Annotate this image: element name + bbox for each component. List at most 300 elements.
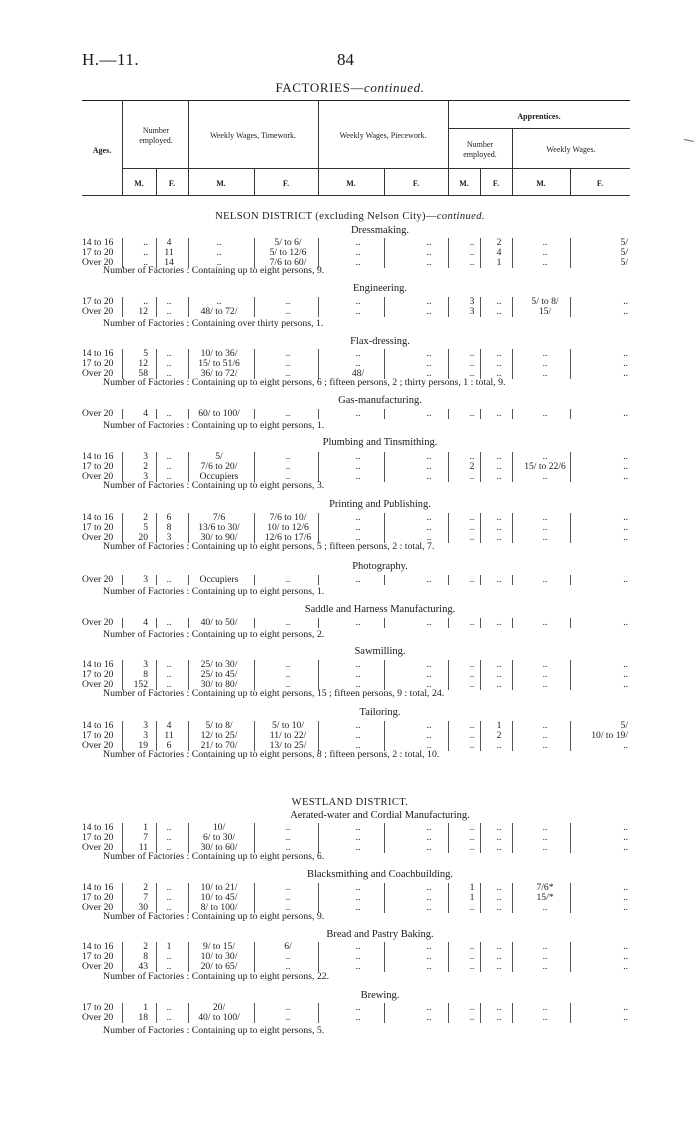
factories-note: Number of Factories : Containing over thirty persons, 1. (103, 318, 324, 329)
column-rule (480, 1013, 481, 1023)
table-cell: .. (496, 461, 502, 472)
header-apprentices-number: Number employed. (463, 140, 497, 159)
header-f: F. (492, 179, 500, 188)
table-cell: 6/ (284, 941, 292, 952)
column-rule (570, 533, 571, 543)
table-cell: 48/ (351, 368, 365, 379)
table-cell: .. (469, 740, 475, 751)
running-head-main: FACTORIES— (275, 80, 365, 95)
table-cell: .. (426, 961, 432, 972)
table-cell: 20 (138, 532, 148, 543)
table-cell: .. (496, 961, 502, 972)
table-cell: .. (542, 512, 548, 523)
table-cell: 25/ to 45/ (200, 669, 238, 680)
table-cell: .. (469, 822, 475, 833)
table-cell: .. (542, 237, 548, 248)
table-cell: 2 (496, 237, 502, 248)
column-rule (570, 409, 571, 419)
table-cell: 5/ (215, 451, 223, 462)
column-rule (480, 409, 481, 419)
table-cell: .. (426, 358, 432, 369)
table-cell: .. (216, 247, 222, 258)
table-cell: Over 20 (82, 842, 114, 853)
column-rule (448, 680, 449, 690)
column-rule (122, 409, 123, 419)
table-cell: .. (355, 522, 361, 533)
table-cell: Occupiers (199, 471, 239, 482)
column-rule (570, 307, 571, 317)
column-rule (384, 962, 385, 972)
table-cell: .. (355, 247, 361, 258)
trade-title: Printing and Publishing. (329, 499, 431, 510)
table-header (82, 100, 630, 196)
column-rule (512, 962, 513, 972)
table-cell: .. (623, 951, 628, 962)
table-cell: 17 to 20 (82, 247, 114, 258)
table-cell: .. (496, 408, 502, 419)
table-cell: 14 to 16 (82, 720, 114, 731)
table-cell: .. (355, 659, 361, 670)
table-cell: .. (496, 822, 502, 833)
table-cell: Over 20 (82, 902, 114, 913)
table-cell: .. (469, 574, 475, 585)
factories-note: Number of Factories : Containing up to eight persons, 1. (103, 420, 325, 431)
column-rule (512, 575, 513, 585)
table-cell: 30 (138, 902, 148, 913)
table-cell: .. (496, 669, 502, 680)
column-rule (318, 1013, 319, 1023)
factories-note: Number of Factories : Containing up to eight persons, 1. (103, 586, 325, 597)
table-cell: .. (426, 461, 432, 472)
table-cell: 60/ to 100/ (198, 408, 240, 419)
table-cell: .. (542, 471, 548, 482)
table-cell: .. (426, 512, 432, 523)
column-rule (448, 618, 449, 628)
table-cell: Over 20 (82, 740, 114, 751)
table-cell: .. (355, 1012, 361, 1023)
table-cell: 15/ (538, 306, 552, 317)
table-cell: .. (469, 247, 475, 258)
column-rule (156, 1013, 157, 1023)
table-cell: .. (166, 461, 172, 472)
table-cell: .. (623, 669, 628, 680)
column-rule (156, 618, 157, 628)
table-cell: 25/ to 30/ (200, 659, 238, 670)
table-cell: .. (426, 257, 432, 268)
table-cell: .. (166, 617, 172, 628)
column-rule (188, 409, 189, 419)
trade-title: Gas-manufacturing. (338, 395, 422, 406)
column-rule (318, 409, 319, 419)
table-cell: .. (285, 832, 291, 843)
table-cell: .. (496, 1012, 502, 1023)
table-cell: .. (143, 237, 148, 248)
table-cell: .. (355, 1002, 361, 1013)
table-cell: .. (426, 892, 432, 903)
column-rule (384, 1013, 385, 1023)
table-cell: 58 (138, 368, 148, 379)
column-rule (512, 680, 513, 690)
table-cell: 2 (143, 512, 148, 523)
table-cell: .. (469, 451, 475, 462)
table-cell: 7/6 to 10/ (269, 512, 307, 523)
table-cell: 14 to 16 (82, 659, 114, 670)
table-cell: 11/ to 22/ (269, 730, 307, 741)
table-cell: .. (285, 451, 291, 462)
table-cell: .. (166, 659, 172, 670)
trade-title: Sawmilling. (354, 646, 406, 657)
table-cell: .. (355, 512, 361, 523)
header-m: M. (536, 179, 546, 188)
table-cell: .. (285, 842, 291, 853)
table-cell: .. (426, 522, 432, 533)
table-cell: 3 (143, 471, 148, 482)
table-cell: 1 (469, 892, 475, 903)
column-rule (570, 369, 571, 379)
table-cell: 7/6 to 60/ (269, 257, 307, 268)
table-cell: Occupiers (199, 574, 239, 585)
column-rule (188, 618, 189, 628)
table-cell: .. (496, 451, 502, 462)
table-cell: .. (285, 348, 291, 359)
table-cell: 17 to 20 (82, 951, 114, 962)
table-cell: .. (166, 408, 172, 419)
table-cell: .. (355, 237, 361, 248)
table-cell: .. (469, 842, 475, 853)
table-cell: 17 to 20 (82, 358, 114, 369)
table-cell: .. (355, 740, 361, 751)
table-cell: .. (542, 679, 548, 690)
table-cell: 17 to 20 (82, 296, 114, 307)
table-cell: Over 20 (82, 1012, 114, 1023)
table-cell: .. (469, 257, 475, 268)
table-cell: .. (542, 669, 548, 680)
column-rule (188, 575, 189, 585)
column-rule (448, 307, 449, 317)
table-cell: .. (285, 902, 291, 913)
table-cell: .. (623, 358, 628, 369)
column-rule (188, 307, 189, 317)
table-cell: 30/ to 90/ (200, 532, 238, 543)
table-cell: .. (285, 961, 291, 972)
table-row (82, 617, 630, 628)
header-m: M. (459, 179, 469, 188)
table-cell: 48/ to 72/ (200, 306, 238, 317)
table-cell: .. (496, 832, 502, 843)
column-rule (570, 1013, 571, 1023)
page-number: 84 (337, 50, 354, 69)
table-cell: .. (426, 951, 432, 962)
table-cell: .. (285, 306, 291, 317)
table-cell: .. (623, 532, 628, 543)
table-cell: 5/ to 6/ (274, 237, 302, 248)
table-cell: .. (623, 512, 628, 523)
column-rule (254, 409, 255, 419)
table-cell: 4 (143, 617, 148, 628)
table-cell: 17 to 20 (82, 1002, 114, 1013)
table-cell: .. (542, 1012, 548, 1023)
table-cell: .. (426, 574, 432, 585)
table-cell: .. (623, 306, 628, 317)
table-cell: .. (355, 892, 361, 903)
factories-note: Number of Factories : Containing up to eight persons, 5. (103, 1025, 325, 1036)
table-cell: .. (355, 471, 361, 482)
table-cell: 12/ to 25/ (200, 730, 238, 741)
table-cell: .. (166, 902, 172, 913)
table-cell: .. (542, 941, 548, 952)
table-cell: .. (355, 720, 361, 731)
column-rule (448, 843, 449, 853)
table-cell: .. (542, 451, 548, 462)
table-cell: .. (623, 1012, 628, 1023)
table-cell: .. (496, 348, 502, 359)
header-piecework: Weekly Wages, Piecework. (339, 131, 427, 140)
column-rule (156, 409, 157, 419)
table-cell: .. (469, 659, 475, 670)
table-cell: 4 (166, 720, 172, 731)
table-cell: .. (542, 1002, 548, 1013)
table-cell: .. (285, 1012, 291, 1023)
table-cell: .. (285, 574, 291, 585)
table-cell: .. (623, 471, 628, 482)
table-cell: .. (355, 617, 361, 628)
table-cell: .. (426, 659, 432, 670)
column-rule (254, 618, 255, 628)
factories-note: Number of Factories : Containing up to eight persons, 3. (103, 480, 325, 491)
column-rule (480, 843, 481, 853)
table-cell: 7/6 to 20/ (200, 461, 238, 472)
table-cell: .. (496, 574, 502, 585)
table-cell: .. (426, 348, 432, 359)
table-cell: .. (542, 740, 548, 751)
table-cell: .. (285, 296, 291, 307)
column-rule (384, 618, 385, 628)
table-cell: .. (496, 740, 502, 751)
table-cell: 19 (138, 740, 148, 751)
table-cell: .. (623, 1002, 628, 1013)
table-cell: 8 (143, 951, 148, 962)
table-cell: .. (426, 306, 432, 317)
header-timework: Weekly Wages, Timework. (209, 131, 297, 140)
district-title-main: NELSON DISTRICT (excluding Nelson City)— (215, 211, 437, 222)
table-cell: .. (426, 471, 432, 482)
table-cell: .. (166, 368, 172, 379)
column-rule (448, 962, 449, 972)
table-cell: .. (166, 471, 172, 482)
table-cell: .. (426, 368, 432, 379)
table-cell: .. (496, 882, 502, 893)
table-cell: .. (623, 296, 628, 307)
table-cell: .. (469, 730, 475, 741)
table-cell: .. (166, 679, 172, 690)
column-rule (480, 741, 481, 751)
column-rule (254, 307, 255, 317)
column-rule (480, 307, 481, 317)
table-cell: .. (285, 471, 291, 482)
table-cell: 4 (496, 247, 502, 258)
table-cell: .. (426, 822, 432, 833)
table-cell: .. (496, 1002, 502, 1013)
table-cell: 20/ to 65/ (200, 961, 238, 972)
column-rule (512, 1013, 513, 1023)
table-cell: .. (496, 512, 502, 523)
table-cell: 5 (143, 348, 148, 359)
table-cell: .. (426, 720, 432, 731)
trade-title: Tailoring. (359, 707, 401, 718)
table-cell: 5/ (620, 247, 628, 258)
table-cell: .. (469, 408, 475, 419)
column-rule (570, 903, 571, 913)
table-cell: .. (426, 679, 432, 690)
table-cell: .. (355, 679, 361, 690)
table-cell: 6/ to 30/ (203, 832, 235, 843)
column-rule (188, 1013, 189, 1023)
table-row (82, 574, 630, 585)
table-cell: 7 (143, 832, 148, 843)
table-cell: .. (426, 842, 432, 853)
table-cell: .. (285, 679, 291, 690)
table-cell: .. (285, 951, 291, 962)
table-cell: .. (426, 882, 432, 893)
table-cell: .. (496, 941, 502, 952)
table-cell: .. (542, 257, 548, 268)
table-cell: 6 (166, 512, 172, 523)
table-cell: .. (623, 679, 628, 690)
trade-title: Engineering. (353, 283, 407, 294)
column-rule (480, 680, 481, 690)
table-cell: .. (542, 730, 548, 741)
table-cell: 3 (166, 532, 172, 543)
table-cell: .. (166, 1012, 172, 1023)
table-cell: .. (496, 522, 502, 533)
table-cell: 1 (496, 257, 502, 268)
table-cell: 7/6 (212, 512, 226, 523)
table-cell: 3 (143, 574, 148, 585)
table-cell: 14 to 16 (82, 451, 114, 462)
table-cell: .. (166, 961, 172, 972)
table-cell: 10/ to 36/ (200, 348, 238, 359)
table-cell: 152 (133, 679, 148, 690)
header-apprentices: Apprentices. (517, 112, 561, 121)
table-cell: .. (469, 358, 475, 369)
table-cell: .. (496, 892, 502, 903)
trade-title: Saddle and Harness Manufacturing. (304, 604, 456, 615)
column-rule (480, 962, 481, 972)
column-rule (122, 307, 123, 317)
table-cell: .. (426, 941, 432, 952)
table-cell: 2 (143, 941, 148, 952)
table-cell: .. (469, 348, 475, 359)
table-cell: .. (285, 461, 291, 472)
header-m: M. (216, 179, 226, 188)
table-cell: .. (469, 720, 475, 731)
column-rule (448, 903, 449, 913)
table-cell: 43 (138, 961, 148, 972)
column-rule (570, 843, 571, 853)
table-cell: .. (542, 832, 548, 843)
table-cell: .. (355, 532, 361, 543)
table-cell: .. (542, 951, 548, 962)
table-cell: 3 (469, 306, 475, 317)
column-rule (512, 258, 513, 268)
table-cell: .. (426, 902, 432, 913)
table-cell: 17 to 20 (82, 730, 114, 741)
factories-note: Number of Factories : Containing up to eight persons, 6. (103, 851, 325, 862)
column-rule (384, 409, 385, 419)
column-rule (570, 472, 571, 482)
trade-title: Plumbing and Tinsmithing. (322, 437, 438, 448)
table-cell: .. (623, 902, 628, 913)
table-cell: 6 (166, 740, 172, 751)
table-cell: 5/ (620, 257, 628, 268)
table-cell: .. (469, 951, 475, 962)
table-cell: 36/ to 72/ (200, 368, 238, 379)
table-cell: 7 (143, 892, 148, 903)
table-cell: 9/ to 15/ (203, 941, 235, 952)
table-cell: 3 (469, 296, 475, 307)
table-cell: 20/ (212, 1002, 226, 1013)
column-rule (448, 575, 449, 585)
table-cell: 5/ to 8/ (531, 296, 559, 307)
table-cell: 14 to 16 (82, 237, 114, 248)
table-cell: .. (166, 669, 172, 680)
table-cell: .. (355, 941, 361, 952)
table-cell: Over 20 (82, 471, 114, 482)
table-cell: 14 to 16 (82, 941, 114, 952)
table-cell: .. (426, 237, 432, 248)
trade-title: Brewing. (360, 990, 400, 1001)
trade-title: Dressmaking. (350, 225, 410, 236)
trade-title: Bread and Pastry Baking. (326, 929, 434, 940)
table-cell: .. (542, 617, 548, 628)
column-rule (254, 1013, 255, 1023)
column-rule (384, 472, 385, 482)
table-cell: 13/ to 25/ (269, 740, 307, 751)
table-cell: 8 (166, 522, 172, 533)
header-number-employed: Number employed. (139, 126, 173, 145)
table-cell: .. (355, 822, 361, 833)
column-rule (384, 575, 385, 585)
column-rule (448, 472, 449, 482)
table-cell: .. (469, 368, 475, 379)
table-cell: .. (166, 892, 172, 903)
table-cell: 17 to 20 (82, 832, 114, 843)
table-cell: .. (426, 451, 432, 462)
header-f: F. (412, 179, 420, 188)
trade-title: Blacksmithing and Coachbuilding. (306, 869, 454, 880)
district-title (0, 797, 700, 808)
column-rule (480, 575, 481, 585)
table-cell: .. (623, 617, 628, 628)
table-cell: 5/ (620, 237, 628, 248)
table-cell: 40/ to 100/ (198, 1012, 240, 1023)
table-cell: .. (166, 574, 172, 585)
table-cell: .. (496, 902, 502, 913)
table-cell: .. (355, 832, 361, 843)
table-cell: .. (469, 237, 475, 248)
table-cell: .. (542, 574, 548, 585)
factories-note: Number of Factories : Containing up to eight persons, 6 ; fifteen persons, 2 ; thirty persons, 1 : total, 9. (103, 377, 506, 388)
table-cell: .. (355, 348, 361, 359)
table-cell: .. (355, 961, 361, 972)
table-cell: .. (426, 408, 432, 419)
table-cell: 5/ to 12/6 (269, 247, 307, 258)
table-cell: 4 (143, 408, 148, 419)
table-cell: .. (285, 368, 291, 379)
district-title-main: WESTLAND DISTRICT. (291, 797, 409, 808)
table-cell: .. (469, 522, 475, 533)
table-cell: .. (216, 296, 222, 307)
